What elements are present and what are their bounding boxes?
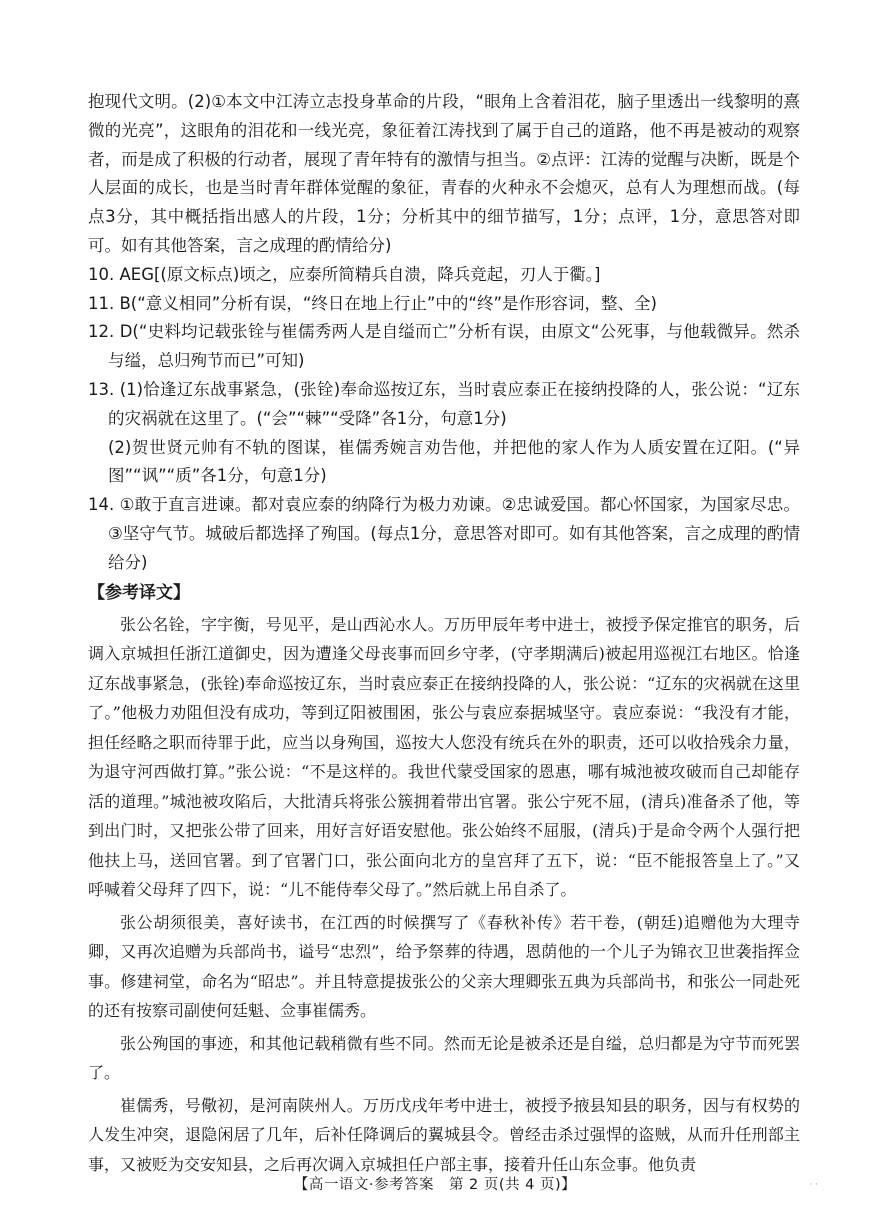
answer-13-part-1: 13. (1)恰逢辽东战事紧急，(张铨)奉命巡按辽东，当时袁应泰正在接纳投降的人，张公说：“辽东的灾祸就在这里了。(“会”“棘”“受降”各1分，句意1分) xyxy=(88,379,800,428)
answer-11: 11. B(“意义相同”分析有误，“终日在地上行止”中的“终”是作形容词，整、全) xyxy=(88,293,657,313)
page-content xyxy=(88,88,800,1182)
answer-14: 14. ①敢于直言进谏。都对袁应泰的纳降行为极力劝谏。②忠诚爱国。都心怀国家，为国家尽忠。③坚守气节。城破后都选择了殉国。(每点1分，意思答对即可。如有其他答案，言之成理的酌情给分) xyxy=(88,495,800,572)
translation-paragraph: 张公殉国的事迹，和其他记载稍微有些不同。然而无论是被杀还是自缢，总归都是为守节而死罢了。 xyxy=(88,1033,800,1083)
answer-12: 12. D(“史料均记载张铨与崔儒秀两人是自缢而亡”分析有误，由原文“公死事，与他载微异。然杀与缢，总归殉节而已”可知) xyxy=(88,322,800,371)
page-footer: 【高一语文·参考答案 第 2 页(共 4 页)】 xyxy=(293,1177,577,1193)
reference-translation-heading: 【参考译文】 xyxy=(88,582,190,603)
translation-paragraph: 张公胡须很美，喜好读书，在江西的时候撰写了《春秋补传》若干卷，(朝廷)追赠他为大理寺卿，又再次追赠为兵部尚书，谥号“忠烈”，给予祭葬的待遇，恩荫他的一个儿子为锦衣卫世袭指挥佥事。修建祠堂，命名为“昭忠”。并且特意提拔张公的父亲大理卿张五典为兵部尚书，和张公一同赴死的还有按察司副使何廷魁、佥事崔儒秀。 xyxy=(88,912,800,1021)
translation-paragraph: 张公名铨，字宇衡，号见平，是山西沁水人。万历甲辰年考中进士，被授予保定推官的职务，后调入京城担任浙江道御史，因为遭逢父母丧事而回乡守孝，(守孝期满后)被起用巡视江右地区。恰逢辽东战事紧急，(张铨)奉命巡按辽东，当时袁应泰正在接纳投降的人，张公说：“辽东的灾祸就在这里了。”他极力劝阻但没有成功，等到辽阳被围困，张公与袁应泰据城坚守。袁应泰说：“我没有才能，担任经略之职而待罪于此，应当以身殉国，巡按大人您没有统兵在外的职责，还可以收拾残余力量，为退守河西做打算。”张公说：“不是这样的。我世代蒙受国家的恩惠，哪有城池被攻破而自己却能存活的道理。”城池被攻陷后，大批清兵将张公簇拥着带出官署。张公宁死不屈，(清兵)准备杀了他，等到出门时，又把张公带了回来，用好言好语安慰他。张公始终不屈服，(清兵)于是命令两个人强行把他扶上马，送回官署。到了官署门口，张公面向北方的皇宫拜了五下，说：“臣不能报答皇上了。”又呼喊着父母拜了四下，说：“儿不能侍奉父母了。”然后就上吊自杀了。 xyxy=(88,614,800,900)
answer-13-part-2: (2)贺世贤元帅有不轨的图谋，崔儒秀婉言劝告他，并把他的家人作为人质安置在辽阳。(“异图”“讽”“质”各1分，句意1分) xyxy=(108,437,800,486)
translation-paragraph: 崔儒秀，号儆初，是河南陕州人。万历戊戌年考中进士，被授予掖县知县的职务，因与有权势的人发生冲突，退隐闲居了几年，后补任降调后的翼城县令。曾经击杀过强悍的盗贼，从而升任刑部主事，又被贬为交安知县，之后再次调入京城担任户部主事，接着升任山东佥事。他负责 xyxy=(88,1095,800,1174)
answer-9-continued: 抱现代文明。(2)①本文中江涛立志投身革命的片段，“眼角上含着泪花，脑子里透出一线黎明的熹微的光亮”，这眼角的泪花和一线光亮，象征着江涛找到了属于自己的道路，他不再是被动的观察者，而是成了积极的行动者，展现了青年特有的激情与担当。②点评：江涛的觉醒与决断，既是个人层面的成长，也是当时青年群体觉醒的象征，青春的火种永不会熄灭，总有人为理想而战。(每点3分，其中概括指出感人的片段，1分；分析其中的细节描写，1分；点评，1分，意思答对即可。如有其他答案，言之成理的酌情给分) xyxy=(88,92,800,255)
footer-dots: · · xyxy=(809,1180,818,1190)
answer-10: 10. AEG[(原文标点)顷之，应泰所简精兵自溃，降兵竞起，刃人于衢。] xyxy=(88,264,601,284)
